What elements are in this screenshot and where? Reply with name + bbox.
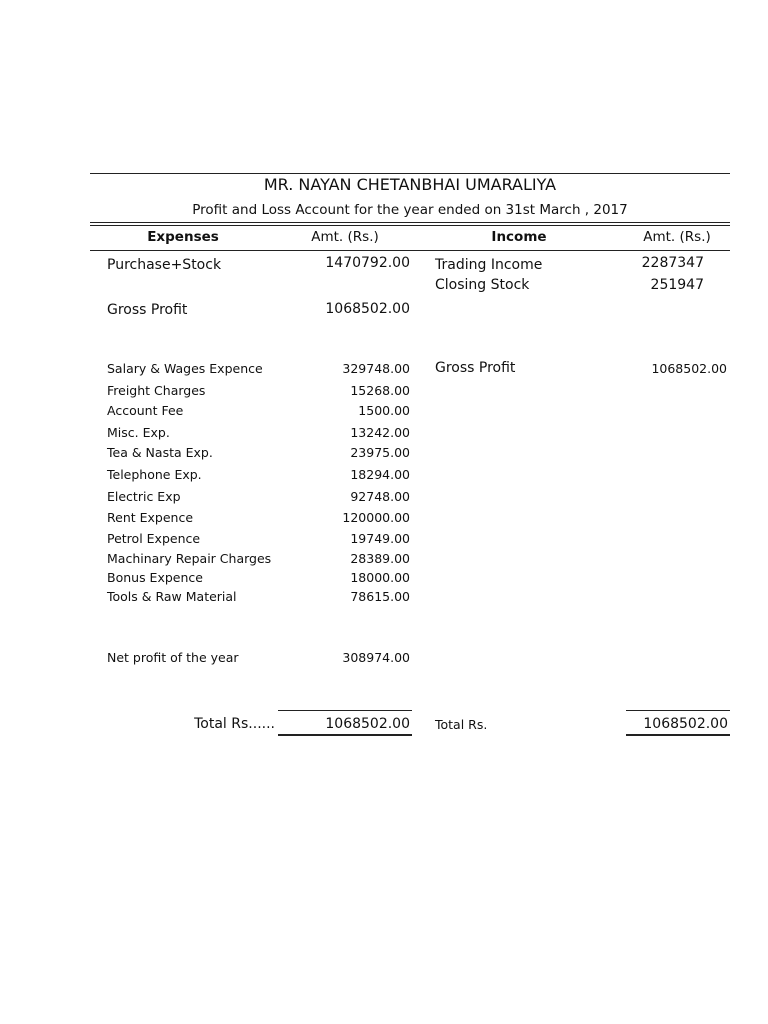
expense-amount: 19749.00 [350, 531, 410, 546]
net-profit-label: Net profit of the year [107, 650, 239, 665]
total-left-bottom-rule [278, 734, 412, 736]
header-double-rule-top [90, 222, 730, 223]
trading-credit-label: Closing Stock [435, 277, 530, 293]
expenses-amount-header: Amt. (Rs.) [311, 229, 379, 245]
expense-label: Bonus Expence [107, 570, 203, 585]
expense-amount: 18294.00 [350, 467, 410, 482]
expense-amount: 1500.00 [358, 403, 410, 418]
total-left-amount: 1068502.00 [325, 716, 410, 732]
total-right-amount: 1068502.00 [643, 716, 728, 732]
expense-label: Tea & Nasta Exp. [107, 445, 213, 460]
trading-debit-amount: 1470792.00 [325, 255, 410, 271]
expense-label: Machinary Repair Charges [107, 551, 272, 566]
expense-amount: 18000.00 [350, 570, 410, 585]
expense-amount: 23975.00 [350, 445, 410, 460]
expense-label: Misc. Exp. [107, 425, 170, 440]
expense-label: Tools & Raw Material [107, 589, 237, 604]
trading-debit-amount: 1068502.00 [325, 301, 410, 317]
expense-label: Electric Exp [107, 489, 181, 504]
expense-label: Petrol Expence [107, 531, 201, 546]
top-rule [90, 173, 730, 174]
trading-debit-label: Purchase+Stock [107, 257, 222, 273]
net-profit-amount: 308974.00 [342, 650, 410, 665]
account-holder-name: MR. NAYAN CHETANBHAI UMARALIYA [263, 175, 557, 194]
expense-label: Freight Charges [107, 383, 206, 398]
total-right-label: Total Rs. [435, 717, 488, 732]
trading-credit-label: Trading Income [435, 257, 543, 273]
total-left-label: Total Rs...... [194, 716, 275, 732]
expense-label: Telephone Exp. [107, 467, 202, 482]
total-right-top-rule [626, 710, 730, 711]
statement-subtitle: Profit and Loss Account for the year ended on 31st March , 2017 [192, 202, 628, 218]
income-label: Gross Profit [435, 360, 516, 376]
expense-amount: 78615.00 [350, 589, 410, 604]
total-right-bottom-rule [626, 734, 730, 736]
income-amount-header: Amt. (Rs.) [643, 229, 711, 245]
income-amount: 1068502.00 [651, 361, 727, 376]
expense-amount: 28389.00 [350, 551, 410, 566]
column-header-rule [90, 250, 730, 251]
expense-amount: 15268.00 [350, 383, 410, 398]
expenses-header: Expenses [147, 229, 219, 245]
expense-amount: 92748.00 [350, 489, 410, 504]
expense-amount: 120000.00 [342, 510, 410, 525]
header-double-rule-bottom [90, 225, 730, 226]
trading-credit-amount: 251947 [650, 277, 704, 293]
expense-amount: 329748.00 [342, 361, 410, 376]
expense-amount: 13242.00 [350, 425, 410, 440]
trading-debit-label: Gross Profit [107, 302, 188, 318]
expense-label: Salary & Wages Expence [107, 361, 263, 376]
trading-credit-amount: 2287347 [641, 255, 704, 271]
expense-label: Account Fee [107, 403, 184, 418]
income-header: Income [491, 229, 547, 245]
expense-label: Rent Expence [107, 510, 194, 525]
total-left-top-rule [278, 710, 412, 711]
